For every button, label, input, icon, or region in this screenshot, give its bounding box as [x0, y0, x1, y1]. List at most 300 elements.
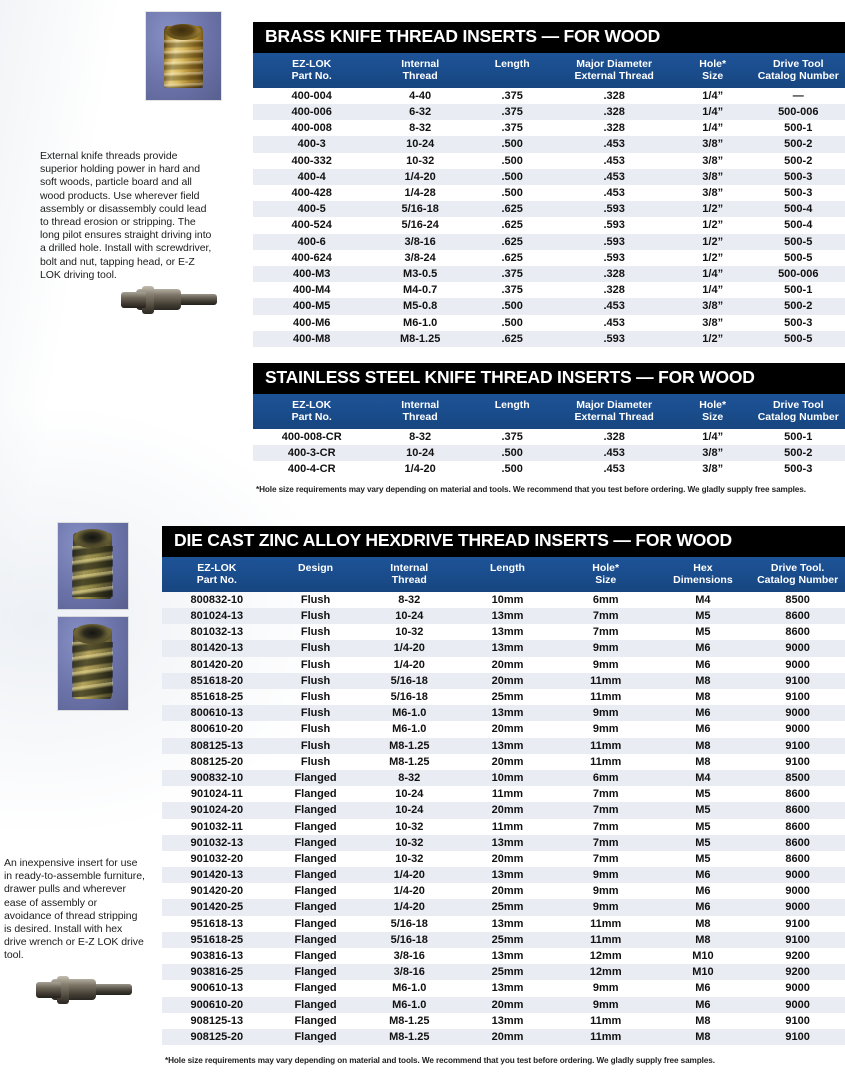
table-row[interactable] [162, 592, 845, 608]
table-cell: 9mm [592, 642, 619, 655]
table-cell: 500-3 [784, 170, 813, 183]
table-header-row [162, 557, 845, 592]
table-cell: .328 [603, 430, 625, 443]
table-cell: 908125-13 [190, 1014, 244, 1027]
table-cell: 3/8” [702, 463, 724, 476]
table-cell: 801032-13 [190, 626, 244, 639]
table-cell: .453 [603, 138, 625, 151]
brass-drive-tool-photo [121, 282, 217, 318]
table-cell: Flanged [294, 804, 337, 817]
table-cell: 3/8-16 [393, 966, 425, 979]
table-cell: Flush [300, 739, 331, 752]
table-cell: .625 [501, 251, 523, 264]
table-row[interactable] [253, 104, 845, 120]
table-cell: 8600 [785, 820, 810, 833]
table-row[interactable] [253, 201, 845, 217]
table-cell: 500-2 [784, 300, 813, 313]
table-cell: M6 [695, 982, 711, 995]
table-cell: 1/2” [702, 203, 724, 216]
table-cell: 8600 [785, 610, 810, 623]
table-cell: 400-M5 [293, 300, 331, 313]
column-header-hole-size: Hole* Size [699, 398, 727, 423]
table-cell: Flanged [294, 852, 337, 865]
column-header-part-no: EZ-LOK Part No. [196, 561, 237, 586]
table-cell: 13mm [491, 982, 524, 995]
table-row[interactable] [253, 266, 845, 282]
table-cell: 3/8” [702, 300, 724, 313]
table-row[interactable] [162, 721, 845, 737]
table-cell: 10-24 [395, 788, 424, 801]
table-cell: 8-32 [398, 771, 421, 784]
column-header-drive-tool: Drive Tool. Catalog Number [757, 561, 839, 586]
table-cell: 1/4” [702, 122, 724, 135]
table-cell: 1/4-20 [393, 885, 425, 898]
table-cell: 9000 [785, 901, 810, 914]
table-cell: 500-3 [784, 463, 813, 476]
table-cell: 1/4-20 [404, 170, 436, 183]
table-cell: .328 [603, 106, 625, 119]
column-header-drive-tool: Drive Tool Catalog Number [757, 57, 839, 82]
table-cell: — [792, 89, 804, 102]
brass-description: External knife threads provide superior holding power in hard and soft woods, particle board and all wood products. Use wherever field assembly or disassembly could lead to thread erosion or stripping. The long pilot ensures straight driving into a drilled hole. Install with screwdriver, bolt and nut, tapping head, or E-Z LOK driving tool. [40, 150, 212, 281]
table-cell: M5 [695, 852, 711, 865]
table-row[interactable] [162, 657, 845, 673]
table-cell: 3/8” [702, 170, 724, 183]
table-cell: .453 [603, 447, 625, 460]
table-row[interactable] [162, 624, 845, 640]
table-cell: 903816-25 [190, 966, 244, 979]
table-cell: 500-5 [784, 251, 813, 264]
table-cell: .375 [501, 106, 523, 119]
table-cell: 9mm [592, 885, 619, 898]
table-cell: 11mm [590, 755, 622, 768]
table-row[interactable] [253, 120, 845, 136]
table-row[interactable] [162, 738, 845, 754]
table-row[interactable] [162, 673, 845, 689]
table-cell: 851618-20 [190, 674, 244, 687]
table-cell: .625 [501, 332, 523, 345]
table-cell: 800610-13 [190, 707, 244, 720]
table-cell: .593 [603, 235, 625, 248]
table-cell: 5/16-24 [401, 219, 439, 232]
table-cell: .593 [603, 219, 625, 232]
table-row[interactable] [253, 461, 845, 477]
table-cell: 3/8” [702, 316, 724, 329]
table-cell: Flush [300, 755, 331, 768]
table-cell: Flanged [294, 1030, 337, 1043]
table-row[interactable] [162, 980, 845, 996]
zinc-flush-insert-photo [58, 523, 128, 609]
table-row[interactable] [162, 754, 845, 770]
table-cell: Flanged [294, 869, 337, 882]
table-cell: 9000 [785, 869, 810, 882]
table-cell: .500 [501, 170, 523, 183]
table-cell: 20mm [491, 674, 524, 687]
table-cell: 8600 [785, 836, 810, 849]
table-row[interactable] [162, 835, 845, 851]
table-cell: 9100 [785, 1014, 810, 1027]
table-cell: 901420-13 [190, 869, 244, 882]
table-cell: 900610-13 [190, 982, 244, 995]
table-row[interactable] [162, 932, 845, 948]
table-cell: M8-1.25 [389, 755, 430, 768]
zinc-flanged-insert-photo [58, 617, 128, 710]
table-cell: 500-4 [784, 203, 813, 216]
table-cell: 400-6 [297, 235, 326, 248]
table-cell: .375 [501, 89, 523, 102]
table-cell: 7mm [592, 852, 619, 865]
table-row[interactable] [253, 88, 845, 104]
table-cell: Flanged [294, 836, 337, 849]
table-row[interactable] [162, 786, 845, 802]
table-cell: .375 [501, 284, 523, 297]
table-cell: .500 [501, 154, 523, 167]
table-cell: 13mm [491, 1014, 524, 1027]
table-header-row [253, 53, 845, 88]
table-cell: 25mm [491, 691, 524, 704]
table-row[interactable] [162, 640, 845, 656]
table-cell: 13mm [491, 739, 524, 752]
table-cell: 400-008 [291, 122, 332, 135]
table-cell: 20mm [491, 804, 524, 817]
table-cell: 500-5 [784, 235, 813, 248]
table-cell: 3/8-16 [404, 235, 436, 248]
table-cell: 9000 [785, 982, 810, 995]
table-row[interactable] [253, 234, 845, 250]
table-cell: 9mm [592, 658, 619, 671]
table-cell: M5 [695, 788, 711, 801]
column-header-drive-tool: Drive Tool Catalog Number [757, 398, 839, 423]
table-cell: .453 [603, 170, 625, 183]
column-header-length: Length [489, 561, 525, 574]
table-cell: 11mm [590, 933, 622, 946]
table-cell: M6-1.0 [403, 316, 438, 329]
table-row[interactable] [162, 608, 845, 624]
table-cell: 12mm [589, 966, 622, 979]
table-cell: 9200 [785, 966, 810, 979]
table-row[interactable] [253, 169, 845, 185]
table-cell: Flanged [294, 771, 337, 784]
table-row[interactable] [162, 867, 845, 883]
table-cell: 9100 [785, 674, 810, 687]
table-cell: 9000 [785, 723, 810, 736]
table-cell: .593 [603, 251, 625, 264]
table-row[interactable] [253, 445, 845, 461]
column-header-length: Length [494, 57, 530, 70]
table-cell: 500-2 [784, 154, 813, 167]
table-row[interactable] [253, 250, 845, 266]
table-cell: M5 [695, 836, 711, 849]
table-cell: 1/4” [702, 106, 724, 119]
table-row[interactable] [162, 851, 845, 867]
zinc-drive-tool-photo [36, 972, 132, 1008]
table-cell: .375 [501, 267, 523, 280]
table-row[interactable] [253, 315, 845, 331]
table-cell: 5/16-18 [401, 203, 439, 216]
table-cell: 3/8” [702, 447, 724, 460]
zinc-description: An inexpensive insert for use in ready-to-assemble furniture, drawer pulls and wherever ease of assembly or avoidance of thread stripping is desired. Install with hex drive wrench or E-Z LOK drive tool. [4, 857, 145, 962]
table-row[interactable] [162, 899, 845, 915]
table-cell: 400-524 [291, 219, 332, 232]
table-cell: M6-1.0 [392, 982, 427, 995]
table-cell: Flanged [294, 788, 337, 801]
table-cell: 10-32 [395, 820, 424, 833]
table-cell: 5/16-18 [390, 691, 428, 704]
table-cell: 400-M8 [293, 332, 331, 345]
table-cell: Flanged [294, 1014, 337, 1027]
table-cell: 10mm [491, 771, 524, 784]
table-cell: 400-5 [297, 203, 326, 216]
table-row[interactable] [253, 185, 845, 201]
table-cell: 903816-13 [190, 950, 244, 963]
table-cell: Flush [300, 642, 331, 655]
table-cell: 8-32 [409, 122, 432, 135]
table-cell: 400-428 [291, 187, 332, 200]
table-cell: 800832-10 [190, 593, 244, 606]
table-cell: 7mm [592, 788, 619, 801]
table-cell: 500-1 [784, 284, 813, 297]
table-cell: Flanged [294, 982, 337, 995]
table-row[interactable] [253, 429, 845, 445]
table-brass-knife-thread-inserts [253, 22, 845, 347]
column-header-major-diameter: Major Diameter External Thread [574, 398, 654, 423]
table-cell: 9mm [592, 998, 619, 1011]
table-cell: 1/4-20 [393, 642, 425, 655]
table-cell: 9mm [592, 869, 619, 882]
table-cell: 9000 [785, 642, 810, 655]
table-cell: 20mm [491, 658, 524, 671]
table-cell: Flush [300, 674, 331, 687]
table-cell: 6-32 [409, 106, 432, 119]
table-row[interactable] [162, 883, 845, 899]
table-cell: M3-0.5 [403, 267, 438, 280]
table-cell: 8600 [785, 804, 810, 817]
table-cell: M5 [695, 820, 711, 833]
table-cell: 1/4-20 [393, 658, 425, 671]
brass-insert-photo [146, 12, 221, 100]
table-row[interactable] [162, 916, 845, 932]
table-cell: 1/4-20 [404, 463, 436, 476]
table-cell: .625 [501, 235, 523, 248]
table-cell: 10mm [491, 593, 524, 606]
table-cell: 9mm [592, 707, 619, 720]
table-cell: 9000 [785, 885, 810, 898]
table-cell: 20mm [491, 755, 524, 768]
table-cell: 500-4 [784, 219, 813, 232]
table-cell: 500-1 [784, 430, 813, 443]
table-cell: 901032-20 [190, 852, 244, 865]
table-cell: 10-24 [395, 804, 424, 817]
table-cell: 20mm [491, 1030, 524, 1043]
table-cell: 20mm [491, 852, 524, 865]
table-cell: 20mm [491, 885, 524, 898]
table-cell: 400-4-CR [287, 463, 336, 476]
table-cell: 11mm [590, 1014, 622, 1027]
table-body [253, 429, 845, 478]
footnote-hole-size-upper: *Hole size requirements may vary depending on material and tools. We recommend that you test before ordering. We gladly supply free samples. [256, 485, 806, 494]
table-cell: .375 [501, 122, 523, 135]
table-row[interactable] [162, 770, 845, 786]
table-cell: 9mm [592, 723, 619, 736]
table-cell: 25mm [491, 966, 524, 979]
table-row[interactable] [162, 1029, 845, 1045]
table-cell: 9mm [592, 901, 619, 914]
table-cell: Flanged [294, 933, 337, 946]
table-row[interactable] [162, 802, 845, 818]
table-cell: Flush [300, 658, 331, 671]
table-cell: .453 [603, 463, 625, 476]
table-cell: 7mm [592, 820, 619, 833]
table-cell: 20mm [491, 723, 524, 736]
table-cell: M5-0.8 [403, 300, 438, 313]
table-cell: 13mm [491, 917, 524, 930]
table-cell: 8600 [785, 788, 810, 801]
table-cell: M4-0.7 [403, 284, 438, 297]
table-cell: 500-5 [784, 332, 813, 345]
table-cell: 500-2 [784, 138, 813, 151]
table-cell: 10-24 [406, 138, 435, 151]
table-cell: Flanged [294, 885, 337, 898]
table-cell: 808125-20 [190, 755, 244, 768]
table-cell: M6 [695, 901, 711, 914]
table-row[interactable] [253, 282, 845, 298]
table-row[interactable] [162, 948, 845, 964]
table-cell: 400-332 [291, 154, 332, 167]
table-cell: 400-M6 [293, 316, 331, 329]
table-cell: Flush [300, 691, 331, 704]
table-cell: 400-4 [297, 170, 326, 183]
table-cell: 13mm [491, 869, 524, 882]
table-cell: M6-1.0 [392, 723, 427, 736]
table-cell: Flanged [294, 901, 337, 914]
table-cell: 9200 [785, 950, 810, 963]
table-cell: Flush [300, 707, 331, 720]
table-row[interactable] [253, 331, 845, 347]
table-cell: 901420-20 [190, 885, 244, 898]
table-cell: M6-1.0 [392, 707, 427, 720]
table-cell: 9100 [785, 691, 810, 704]
table-cell: 901032-13 [190, 836, 244, 849]
table-cell: 9000 [785, 707, 810, 720]
table-row[interactable] [162, 689, 845, 705]
table-cell: 1/4-28 [404, 187, 436, 200]
table-cell: M6 [695, 723, 711, 736]
table-row[interactable] [253, 153, 845, 169]
table-cell: 3/8” [702, 138, 724, 151]
table-cell: 400-624 [291, 251, 332, 264]
table-cell: 500-006 [778, 106, 819, 119]
table-cell: M8 [695, 674, 711, 687]
table-row[interactable] [253, 298, 845, 314]
table-cell: .328 [603, 89, 625, 102]
table-cell: 13mm [491, 626, 524, 639]
table-cell: M8 [695, 917, 711, 930]
table-cell: M6 [695, 885, 711, 898]
table-stainless-steel-knife-thread-inserts [253, 363, 845, 477]
table-cell: 6mm [592, 771, 619, 784]
table-cell: 1/4” [702, 430, 724, 443]
table-cell: 11mm [590, 739, 622, 752]
table-cell: .625 [501, 219, 523, 232]
table-cell: M8-1.25 [389, 739, 430, 752]
footnote-hole-size-lower: *Hole size requirements may vary depending on material and tools. We recommend that you test before ordering. We gladly supply free samples. [165, 1056, 715, 1065]
table-cell: 7mm [592, 836, 619, 849]
table-cell: 1/4” [702, 89, 724, 102]
table-cell: M6 [695, 869, 711, 882]
table-cell: 901024-11 [190, 788, 243, 801]
table-row[interactable] [253, 217, 845, 233]
table-cell: 400-3 [297, 138, 326, 151]
table-cell: 9100 [785, 917, 810, 930]
column-header-length: Length [494, 398, 530, 411]
table-cell: 5/16-18 [390, 674, 428, 687]
table-cell: M8 [695, 691, 711, 704]
table-cell: Flanged [294, 917, 337, 930]
table-cell: 901032-11 [190, 820, 243, 833]
table-die-cast-zinc-alloy-hexdrive-thread-inserts [162, 526, 845, 1045]
table-cell: 11mm [491, 820, 524, 833]
table-cell: .453 [603, 154, 625, 167]
table-cell: 9100 [785, 755, 810, 768]
table-cell: 8500 [785, 771, 810, 784]
table-cell: 13mm [491, 642, 524, 655]
table-body [162, 592, 845, 1045]
table-cell: .500 [501, 187, 523, 200]
table-row[interactable] [162, 819, 845, 835]
table-cell: M8 [695, 933, 711, 946]
table-cell: 851618-25 [190, 691, 244, 704]
table-cell: 900832-10 [190, 771, 244, 784]
table-row[interactable] [162, 997, 845, 1013]
table-cell: 500-3 [784, 187, 813, 200]
table-cell: .328 [603, 267, 625, 280]
table-cell: Flanged [294, 950, 337, 963]
table-cell: 1/4” [702, 267, 724, 280]
table-cell: .453 [603, 187, 625, 200]
table-cell: 1/2” [702, 219, 724, 232]
table-cell: 11mm [590, 1030, 622, 1043]
table-cell: 1/4-20 [393, 869, 425, 882]
table-cell: 400-008-CR [281, 430, 342, 443]
table-cell: 20mm [491, 998, 524, 1011]
table-row[interactable] [162, 964, 845, 980]
table-cell: 8600 [785, 852, 810, 865]
table-cell: 908125-20 [190, 1030, 244, 1043]
table-cell: M6 [695, 998, 711, 1011]
table-cell: 9100 [785, 933, 810, 946]
table-cell: M10 [692, 966, 714, 979]
table-cell: 9100 [785, 1030, 810, 1043]
table-cell: 11mm [491, 788, 524, 801]
column-header-part-no: EZ-LOK Part No. [291, 398, 332, 423]
table-row[interactable] [162, 705, 845, 721]
table-cell: 1/2” [702, 235, 724, 248]
table-cell: M8 [695, 739, 711, 752]
table-cell: 1/2” [702, 251, 724, 264]
table-cell: 801420-20 [190, 658, 244, 671]
table-row[interactable] [162, 1013, 845, 1029]
table-cell: 10-32 [406, 154, 435, 167]
table-cell: 13mm [491, 707, 524, 720]
table-cell: .625 [501, 203, 523, 216]
table-cell: 6mm [592, 593, 619, 606]
table-cell: 400-006 [291, 106, 332, 119]
table-title: STAINLESS STEEL KNIFE THREAD INSERTS — FOR WOOD [253, 363, 845, 394]
table-cell: .375 [501, 430, 523, 443]
column-header-major-diameter: Major Diameter External Thread [574, 57, 654, 82]
table-cell: 9000 [785, 998, 810, 1011]
table-row[interactable] [253, 136, 845, 152]
